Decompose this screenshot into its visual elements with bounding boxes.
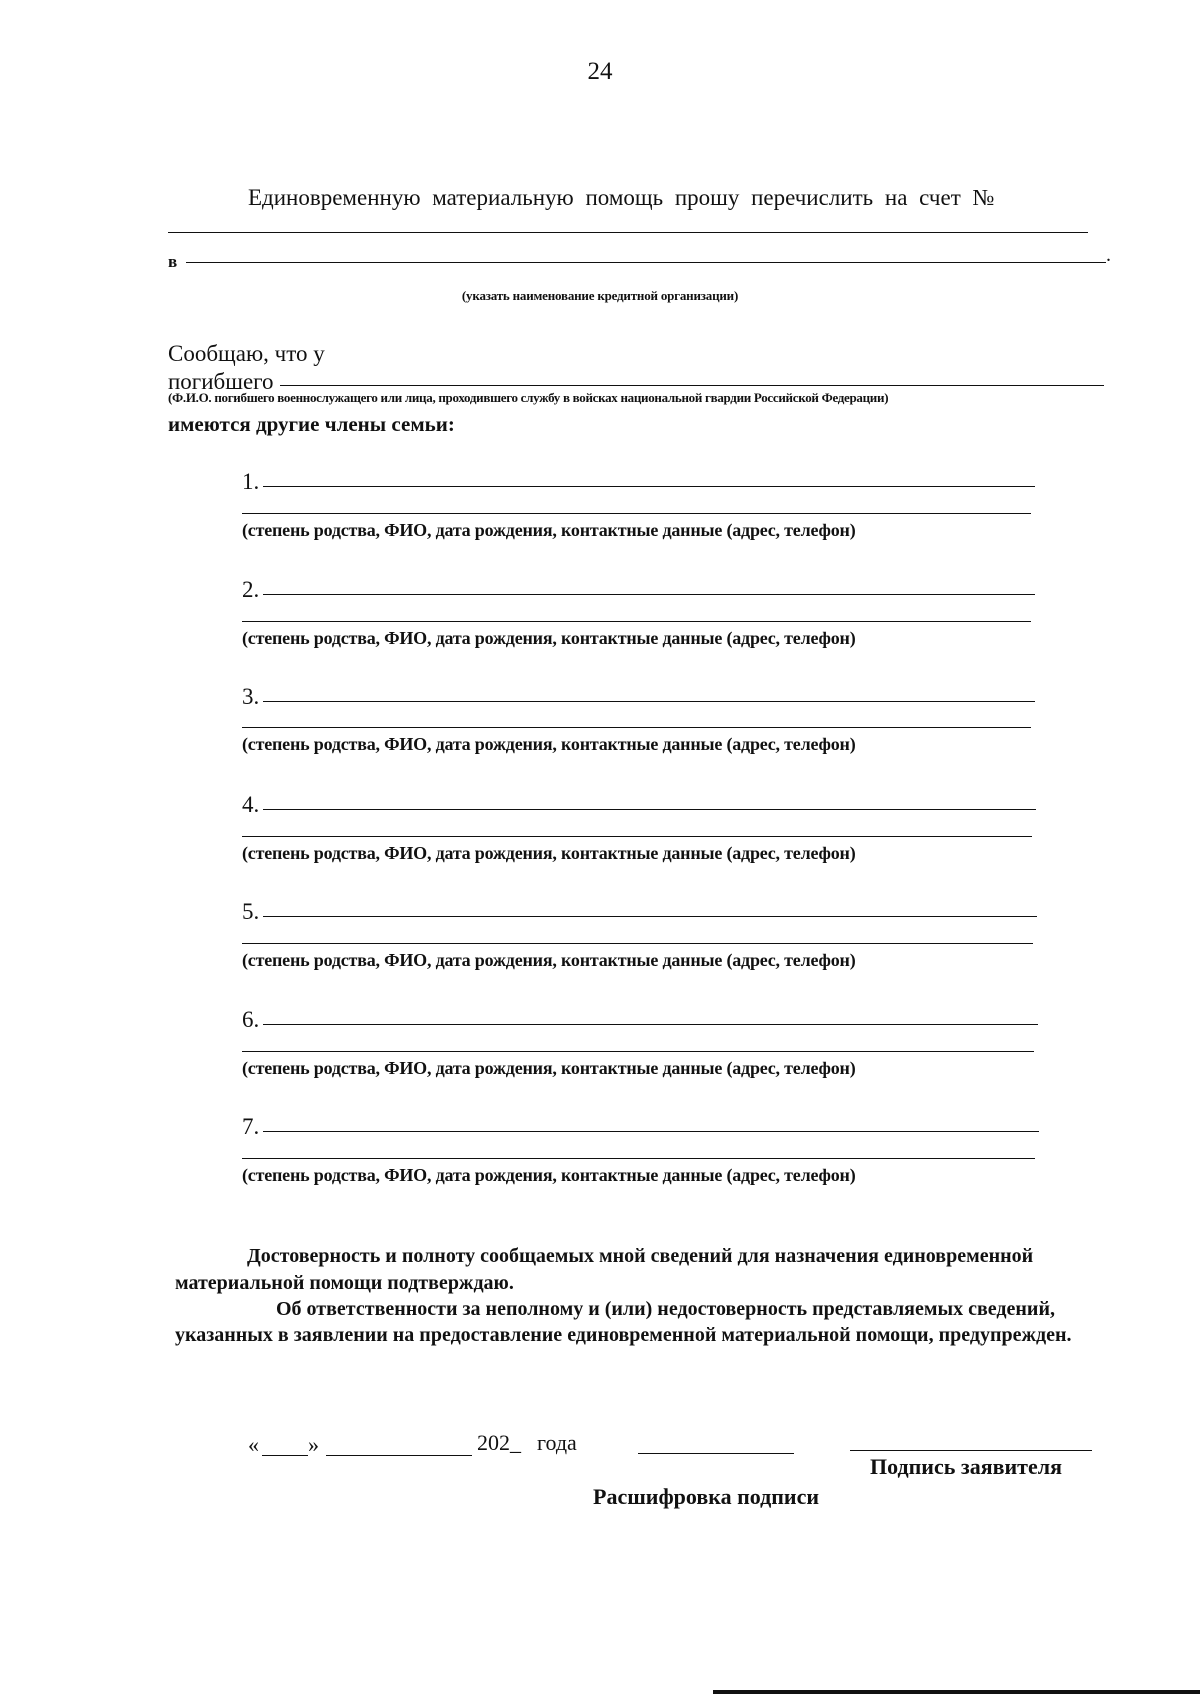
member-number: 1. [242, 469, 260, 494]
member-2-field-line2[interactable] [242, 621, 1031, 622]
date-day-field[interactable] [262, 1455, 308, 1456]
signature-decode-field[interactable] [638, 1453, 794, 1454]
bank-line-period: . [1106, 244, 1111, 266]
member-5-field-line2[interactable] [242, 943, 1033, 944]
transfer-request-text: Единовременную материальную помощь прошу перечислить на счет № [248, 185, 995, 210]
date-year-field[interactable]: 202_ [477, 1430, 521, 1455]
responsibility-text-line1: Об ответственности за неполному и (или) недостоверность представляемых сведений, [276, 1298, 1055, 1320]
member-4-field-line2[interactable] [242, 836, 1032, 837]
member-caption: (степень родства, ФИО, дата рождения, контактные данные (адрес, телефон) [242, 1058, 856, 1078]
member-3-field-line2[interactable] [242, 727, 1031, 728]
family-members-intro: имеются другие члены семьи: [168, 412, 455, 436]
deceased-name-caption: (Ф.И.О. погибшего военнослужащего или лица, проходившего службу в войсках национальной гвардии Российской Федерации) [168, 390, 889, 405]
member-number: 6. [242, 1007, 260, 1032]
confirmation-text-line2: материальной помощи подтверждаю. [175, 1272, 514, 1294]
deceased-label: погибшего [168, 369, 274, 394]
member-caption: (степень родства, ФИО, дата рождения, контактные данные (адрес, телефон) [242, 734, 856, 754]
signature-decode-label: Расшифровка подписи [593, 1484, 820, 1509]
date-open-quote: « [248, 1432, 259, 1457]
date-year-label: года [537, 1430, 577, 1455]
date-close-quote: » [308, 1432, 319, 1457]
member-number: 7. [242, 1114, 260, 1139]
member-6-field-line2[interactable] [242, 1051, 1034, 1052]
member-4-field-line1[interactable] [263, 809, 1036, 810]
member-number: 4. [242, 792, 260, 817]
applicant-signature-label: Подпись заявителя [870, 1454, 1062, 1479]
date-month-field[interactable] [326, 1455, 472, 1456]
member-caption: (степень родства, ФИО, дата рождения, контактные данные (адрес, телефон) [242, 628, 856, 648]
scan-edge-mark [713, 1690, 1200, 1694]
member-caption: (степень родства, ФИО, дата рождения, контактные данные (адрес, телефон) [242, 1165, 856, 1185]
member-5-field-line1[interactable] [263, 916, 1037, 917]
page-number: 24 [587, 58, 613, 85]
member-2-field-line1[interactable] [263, 594, 1035, 595]
bank-name-caption: (указать наименование кредитной организации) [461, 288, 739, 303]
member-number: 3. [242, 684, 260, 709]
member-caption: (степень родства, ФИО, дата рождения, контактные данные (адрес, телефон) [242, 843, 856, 863]
member-7-field-line1[interactable] [263, 1131, 1039, 1132]
deceased-name-field[interactable] [280, 385, 1104, 386]
member-7-field-line2[interactable] [242, 1158, 1035, 1159]
bank-name-field[interactable] [186, 262, 1106, 263]
confirmation-text-line1: Достоверность и полноту сообщаемых мной сведений для назначения единовременной [247, 1245, 1034, 1267]
applicant-signature-field[interactable] [850, 1450, 1092, 1451]
report-intro-text: Сообщаю, что у [168, 341, 325, 366]
member-1-field-line2[interactable] [242, 513, 1031, 514]
member-3-field-line1[interactable] [263, 701, 1035, 702]
member-6-field-line1[interactable] [263, 1024, 1038, 1025]
responsibility-text-line2: указанных в заявлении на предоставление единовременной материальной помощи, предупрежден. [175, 1324, 1072, 1346]
bank-prefix-label: в [168, 252, 178, 271]
member-caption: (степень родства, ФИО, дата рождения, контактные данные (адрес, телефон) [242, 520, 856, 540]
member-number: 5. [242, 899, 260, 924]
member-number: 2. [242, 577, 260, 602]
member-caption: (степень родства, ФИО, дата рождения, контактные данные (адрес, телефон) [242, 950, 856, 970]
account-number-field[interactable] [168, 232, 1088, 233]
member-1-field-line1[interactable] [263, 486, 1035, 487]
